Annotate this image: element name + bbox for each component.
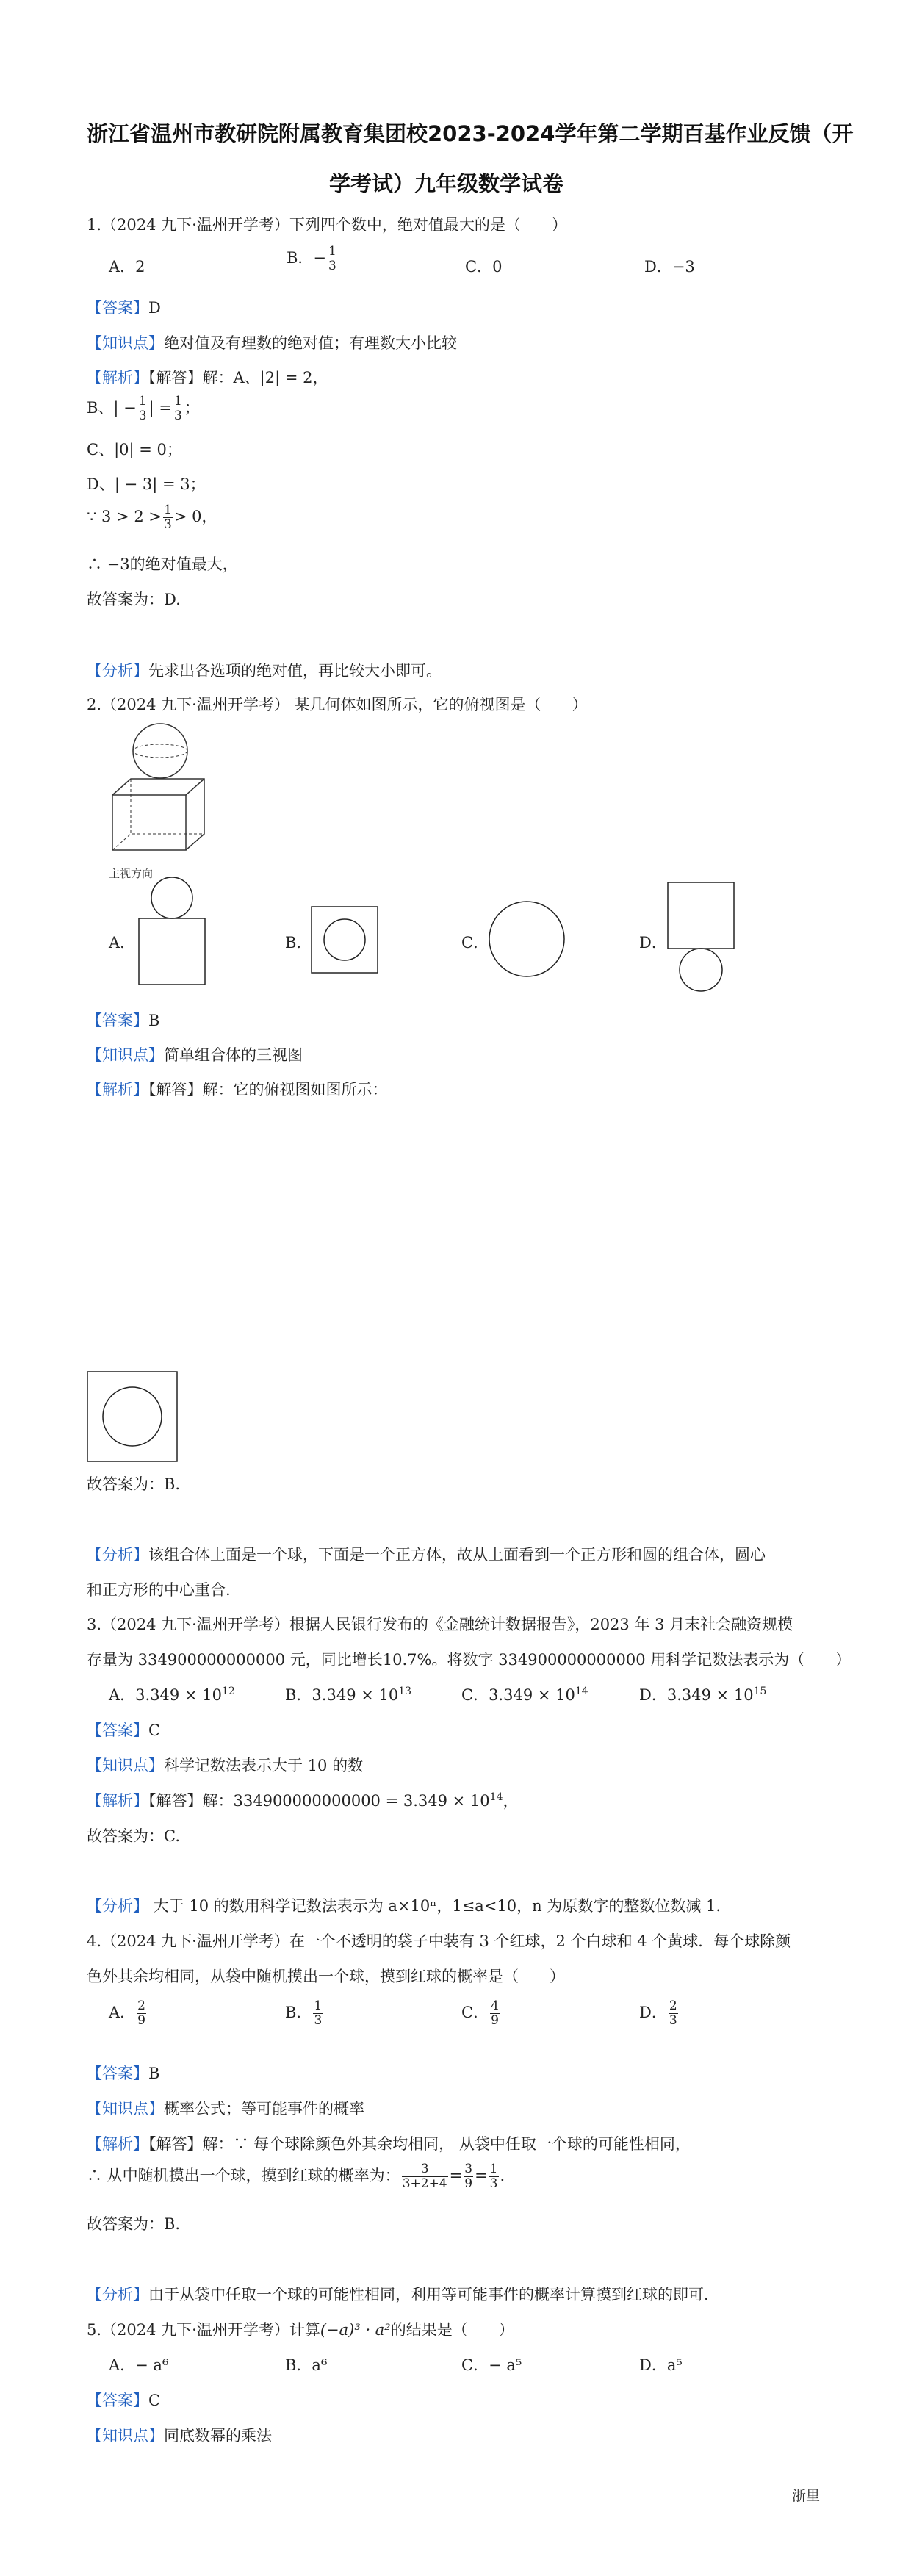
q1-final: 故答案为：D. — [87, 591, 181, 608]
q2-option-a-figure — [138, 877, 206, 987]
q3-option-b: B．$3.349 \times 10^{13}$ — [285, 1685, 412, 1704]
q5-option-a: A．− a⁶ — [109, 2356, 169, 2374]
q2-answer: 【答案】B — [87, 1012, 160, 1029]
q4-solution-line2: ∴ 从中随机摸出一个球，摸到红球的概率为： $\frac{3}{3+2+4}$ = $\frac{3}{9}$ = $\frac{1}{3}$ . — [87, 2162, 505, 2191]
q4-stem-line1: 4.（2024 九下·温州开学考）在一个不透明的袋子中装有 3 个红球，2 个白球和 4 个黄球．每个球除颜 — [87, 1932, 791, 1950]
q2-solid-figure — [109, 724, 219, 856]
q3-option-a: A．$3.349 \times 10^{12}$ — [109, 1685, 235, 1704]
q3-solution-line1: 【解析】【解答】解：$334900000000000 = 3.349 \times 10^{14}$， — [87, 1791, 519, 1810]
q3-stem-line2: 存量为 334900000000000 元，同比增长10.7%。将数字 334900000000000 用科学记数法表示为（ ） — [87, 1651, 851, 1669]
q2-option-c-figure — [488, 900, 566, 978]
page-title-line2: 学考试）九年级数学试卷 — [329, 171, 564, 196]
q1-option-b: B．− $\frac{1}{3}$ — [287, 244, 336, 273]
q1-solution-compare: ∵ 3 > 2 > $\frac{1}{3}$ > 0， — [87, 503, 217, 532]
q4-stem-line2: 色外其余均相同，从袋中随机摸出一个球，摸到红球的概率是（ ） — [87, 1968, 565, 1985]
q2-analysis-line1: 【分析】该组合体上面是一个球，下面是一个正方体，故从上面看到一个正方形和圆的组合体，圆心 — [87, 1546, 766, 1564]
q1-solution-line1: 【解析】【解答】解：A、|2| = 2， — [87, 369, 328, 386]
q2-option-a: A． — [109, 934, 136, 951]
q1-analysis: 【分析】先求出各选项的绝对值，再比较大小即可。 — [87, 662, 442, 680]
q4-knowledge: 【知识点】概率公式；等可能事件的概率 — [87, 2100, 364, 2118]
q5-option-d: D．a⁵ — [639, 2356, 683, 2374]
q4-option-b: B． $\frac{1}{3}$ — [285, 1998, 323, 2028]
q2-option-b-figure — [311, 906, 378, 974]
q2-figure-cube-front — [112, 795, 186, 850]
q4-option-c: C． $\frac{4}{9}$ — [461, 1998, 499, 2028]
q2-option-c: C． — [461, 934, 489, 951]
q2-figure-sphere — [133, 724, 187, 778]
q3-stem-line1: 3.（2024 九下·温州开学考）根据人民银行发布的《金融统计数据报告》，2023 年 3 月末社会融资规模 — [87, 1616, 793, 1633]
q1-solution-conclusion: ∴ −3的绝对值最大， — [87, 555, 238, 573]
q5-option-b: B．a⁶ — [285, 2356, 328, 2374]
q2-analysis-line2: 和正方形的中心重合. — [87, 1581, 231, 1599]
q2-final: 故答案为：B. — [87, 1475, 181, 1493]
q2-knowledge: 【知识点】简单组合体的三视图 — [87, 1046, 303, 1064]
q1-knowledge: 【知识点】绝对值及有理数的绝对值；有理数大小比较 — [87, 334, 457, 352]
page-title-line1: 浙江省温州市教研院附属教育集团校2023-2024学年第二学期百基作业反馈（开 — [87, 121, 854, 146]
q2-option-d-figure — [667, 882, 735, 993]
q1-answer: 【答案】D — [87, 299, 161, 317]
q1-option-c: C．0 — [465, 258, 503, 276]
q4-answer: 【答案】B — [87, 2065, 160, 2082]
q1-option-d: D．−3 — [644, 258, 695, 276]
q4-solution-line1: 【解析】【解答】解：∵ 每个球除颜色外其余均相同， 从袋中任取一个球的可能性相同， — [87, 2135, 691, 2153]
q2-stem: 2.（2024 九下·温州开学考） 某几何体如图所示，它的俯视图是（ ） — [87, 696, 588, 713]
q5-option-c: C．− a⁵ — [461, 2356, 522, 2374]
q1-solution-b: B、| − $\frac{1}{3}$ | = $\frac{1}{3}$ ； — [87, 394, 200, 423]
q5-answer: 【答案】C — [87, 2392, 161, 2409]
page-footer: 浙里 — [792, 2488, 821, 2504]
q4-final: 故答案为：B. — [87, 2215, 181, 2233]
q1-solution-d: D、| − 3| = 3； — [87, 475, 206, 493]
q5-stem: 5.（2024 九下·温州开学考）计算(−a)³ · a²的结果是（ ） — [87, 2321, 514, 2339]
q2-view-caption: 主视方向 — [109, 867, 154, 880]
q3-analysis: 【分析】 大于 10 的数用科学记数法表示为 a×10ⁿ，1≤a<10，n 为原数字的整数位数减 1. — [87, 1897, 721, 1915]
q4-option-d: D． $\frac{2}{3}$ — [639, 1998, 677, 2028]
q3-knowledge: 【知识点】科学记数法表示大于 10 的数 — [87, 1757, 364, 1774]
q1-stem: 1.（2024 九下·温州开学考）下列四个数中，绝对值最大的是（ ） — [87, 216, 567, 234]
q2-option-b: B． — [285, 934, 312, 951]
q4-option-a: A． $\frac{2}{9}$ — [109, 1998, 145, 2028]
q1-option-a: A．2 — [109, 258, 145, 276]
q4-analysis: 【分析】由于从袋中任取一个球的可能性相同，利用等可能事件的概率计算摸到红球的即可. — [87, 2286, 709, 2303]
q3-final: 故答案为：C. — [87, 1827, 180, 1845]
q3-option-c: C．$3.349 \times 10^{14}$ — [461, 1685, 588, 1704]
q3-option-d: D．$3.349 \times 10^{15}$ — [639, 1685, 767, 1704]
q3-answer: 【答案】C — [87, 1721, 161, 1739]
q2-option-d: D． — [639, 934, 667, 951]
q2-solution-line1: 【解析】【解答】解：它的俯视图如图所示： — [87, 1081, 388, 1098]
q2-solution-top-view — [87, 1371, 178, 1462]
q1-solution-c: C、|0| = 0； — [87, 441, 182, 458]
q5-knowledge: 【知识点】同底数幂的乘法 — [87, 2427, 272, 2444]
